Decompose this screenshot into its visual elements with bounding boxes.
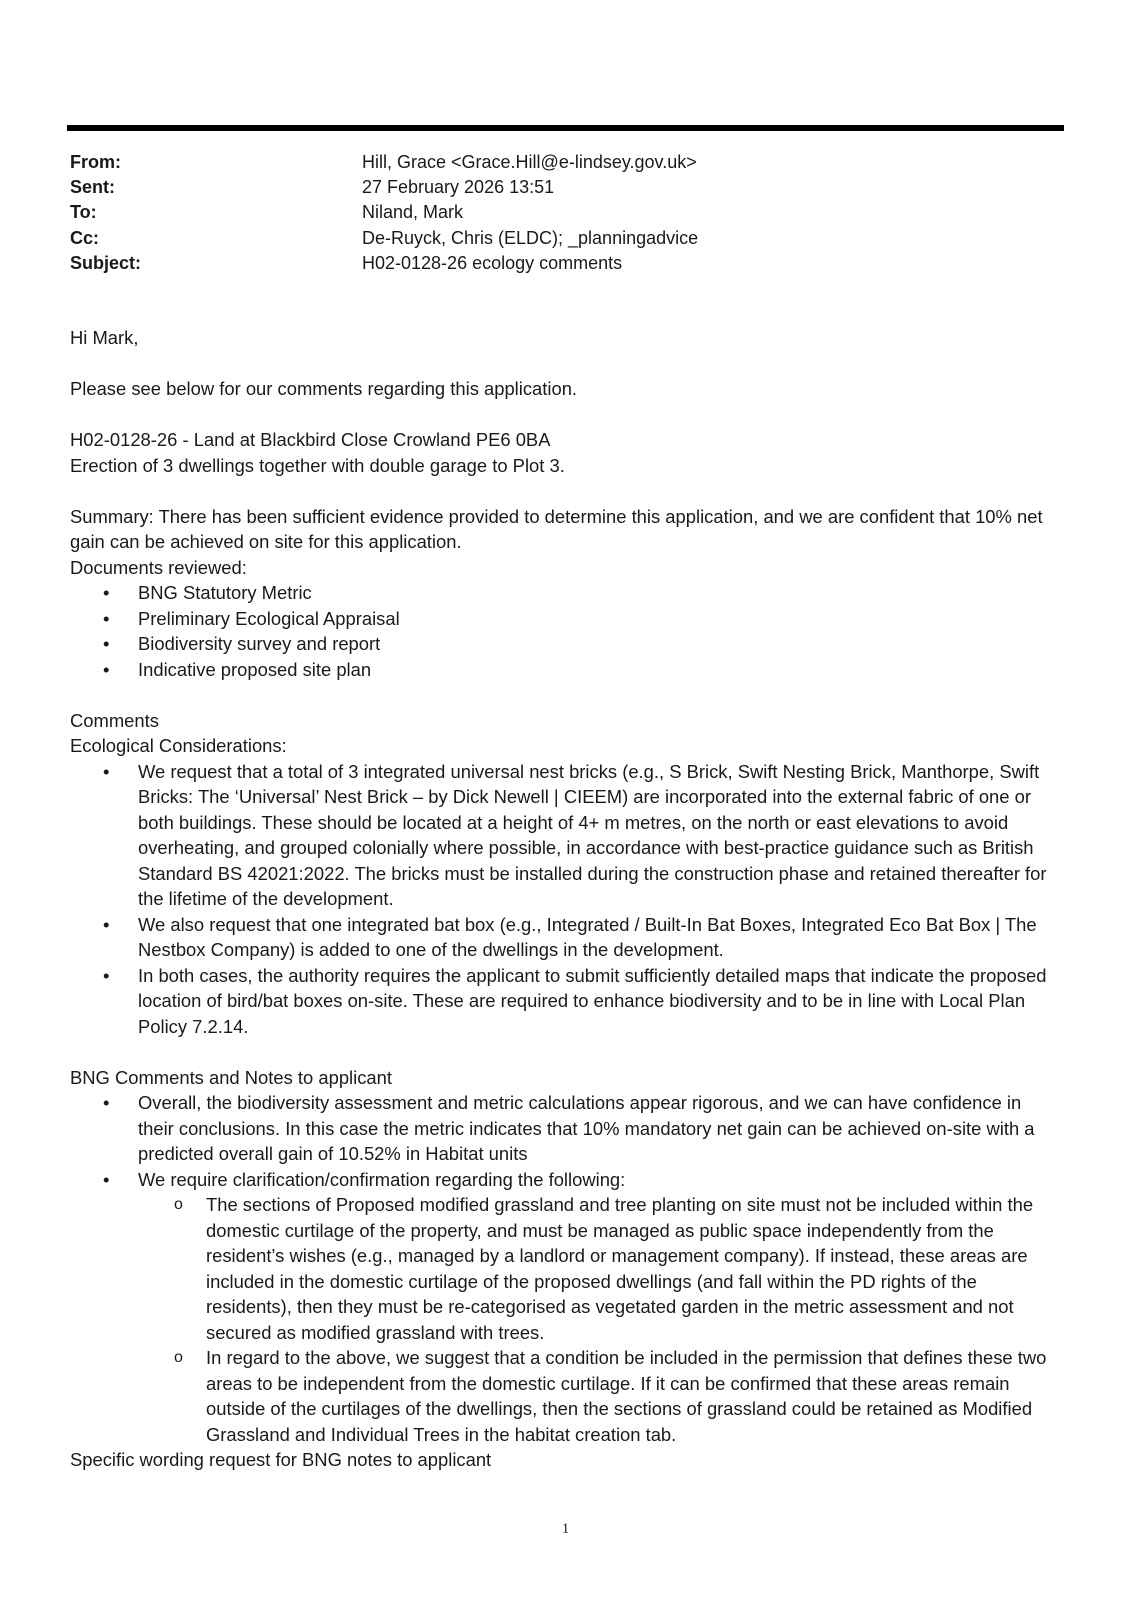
list-item-text: We require clarification/confirmation regarding the following: bbox=[138, 1168, 626, 1190]
documents-list bbox=[70, 580, 1060, 682]
list-item-text: BNG Statutory Metric bbox=[138, 582, 312, 603]
bullet-icon: • bbox=[103, 633, 110, 654]
greeting: Hi Mark, bbox=[70, 327, 139, 348]
sub-list-item-text: In regard to the above, we suggest that a condition be included in the permission that defines these two areas to be independent from the domestic curtilage. If it can be confirmed that these areas remain outside of the curtilages of the dwellings, then the sections of grassland could be retained as Modified Grassland and Individual Trees in the habitat creation tab. bbox=[206, 1347, 1047, 1445]
list-item bbox=[70, 606, 1060, 632]
list-item bbox=[70, 631, 1060, 657]
summary-text: Summary: There has been sufficient evidence provided to determine this application, and we are confident that 10% net gain can be achieved on site for this application. bbox=[70, 505, 1043, 552]
cc-row bbox=[70, 226, 1050, 251]
list-item bbox=[70, 1167, 1060, 1193]
bullet-icon: • bbox=[103, 913, 110, 935]
sub-list-item bbox=[70, 1192, 1060, 1345]
sub-bullet-icon: o bbox=[174, 1349, 183, 1366]
bullet-icon: • bbox=[103, 1168, 110, 1190]
list-item bbox=[70, 963, 1060, 1040]
application-reference: H02-0128-26 - Land at Blackbird Close Crowland PE6 0BA bbox=[70, 429, 551, 450]
ecological-heading: Ecological Considerations: bbox=[70, 735, 287, 756]
list-item bbox=[70, 580, 1060, 606]
list-item-text: We request that a total of 3 integrated universal nest bricks (e.g., S Brick, Swift Nesting Brick, Manthorpe, Swift Bricks: The ‘Universal’ Nest Brick – by Dick Newell | CIEEM) are incorporated into the external fabric of one or both buildings. These should be located at a height of 4+ m metres, on the north or east elevations to avoid overheating, and grouped colonially where possible, in accordance with best-practice guidance such as British Standard BS 42021:2022. The bricks must be installed during the construction phase and retained thereafter for the lifetime of the development. bbox=[138, 760, 1047, 909]
bullet-icon: • bbox=[103, 1092, 110, 1113]
list-item bbox=[70, 657, 1060, 683]
page-number: 1 bbox=[561, 1521, 570, 1537]
bng-list bbox=[70, 1090, 1060, 1192]
subject-value: H02-0128-26 ecology comments bbox=[362, 252, 623, 273]
bullet-icon: • bbox=[103, 658, 110, 680]
subject-label: Subject: bbox=[70, 252, 142, 273]
email-body bbox=[70, 325, 1060, 1473]
header-rule bbox=[67, 125, 1064, 131]
intro-text: Please see below for our comments regarding this application. bbox=[70, 378, 578, 399]
sent-row bbox=[70, 175, 1050, 200]
documents-heading: Documents reviewed: bbox=[70, 556, 247, 578]
from-value: Hill, Grace <Grace.Hill@e-lindsey.gov.uk> bbox=[362, 152, 697, 172]
application-description: Erection of 3 dwellings together with double garage to Plot 3. bbox=[70, 454, 565, 476]
comments-heading: Comments bbox=[70, 709, 159, 731]
to-value: Niland, Mark bbox=[362, 202, 464, 223]
cc-value: De-Ruyck, Chris (ELDC); _planningadvice bbox=[362, 227, 699, 248]
to-row bbox=[70, 200, 1050, 225]
bng-sub-list bbox=[70, 1192, 1060, 1447]
bullet-icon: • bbox=[103, 582, 110, 603]
list-item bbox=[70, 1090, 1060, 1167]
sent-label: Sent: bbox=[70, 177, 115, 198]
sub-list-item bbox=[70, 1345, 1060, 1447]
list-item-text: We also request that one integrated bat box (e.g., Integrated / Built-In Bat Boxes, Integrated Eco Bat Box | The Nestbox Company) is added to one of the dwellings in the development. bbox=[138, 913, 1037, 960]
sent-value: 27 February 2026 13:51 bbox=[362, 177, 555, 198]
list-item-text: Overall, the biodiversity assessment and metric calculations appear rigorous, and we can have confidence in their conclusions. In this case the metric indicates that 10% mandatory net gain can be achieved on-site with a predicted overall gain of 10.52% in Habitat units bbox=[138, 1092, 1035, 1164]
sub-list-item-text: The sections of Proposed modified grassland and tree planting on site must not be included within the domestic curtilage of the property, and must be managed as public space independently from the resident’s wishes (e.g., managed by a landlord or management company). If instead, these areas are included in the domestic curtilage of the proposed dwellings (and fall within the PD rights of the residents), then they must be re-categorised as vegetated garden in the metric assessment and not secured as modified grassland with trees. bbox=[206, 1194, 1034, 1343]
from-row bbox=[70, 150, 1050, 175]
bullet-icon: • bbox=[103, 607, 110, 629]
to-label: To: bbox=[70, 202, 97, 223]
closing-text: Specific wording request for BNG notes to applicant bbox=[70, 1449, 492, 1470]
email-header bbox=[70, 150, 1050, 276]
list-item-text: In both cases, the authority requires the applicant to submit sufficiently detailed maps that indicate the proposed location of bird/bat boxes on-site. These are required to enhance biodiversity and to be in line with Local Plan Policy 7.2.14. bbox=[138, 964, 1047, 1037]
subject-row bbox=[70, 251, 1050, 276]
list-item bbox=[70, 759, 1060, 912]
list-item-text: Preliminary Ecological Appraisal bbox=[138, 607, 400, 629]
sub-bullet-icon: o bbox=[174, 1196, 183, 1213]
list-item-text: Indicative proposed site plan bbox=[138, 658, 372, 680]
cc-label: Cc: bbox=[70, 227, 100, 248]
bullet-icon: • bbox=[103, 964, 110, 986]
bullet-icon: • bbox=[103, 760, 110, 782]
list-item bbox=[70, 912, 1060, 963]
bng-heading: BNG Comments and Notes to applicant bbox=[70, 1066, 392, 1088]
list-item-text: Biodiversity survey and report bbox=[138, 633, 381, 654]
from-label: From: bbox=[70, 152, 121, 172]
ecological-list bbox=[70, 759, 1060, 1040]
